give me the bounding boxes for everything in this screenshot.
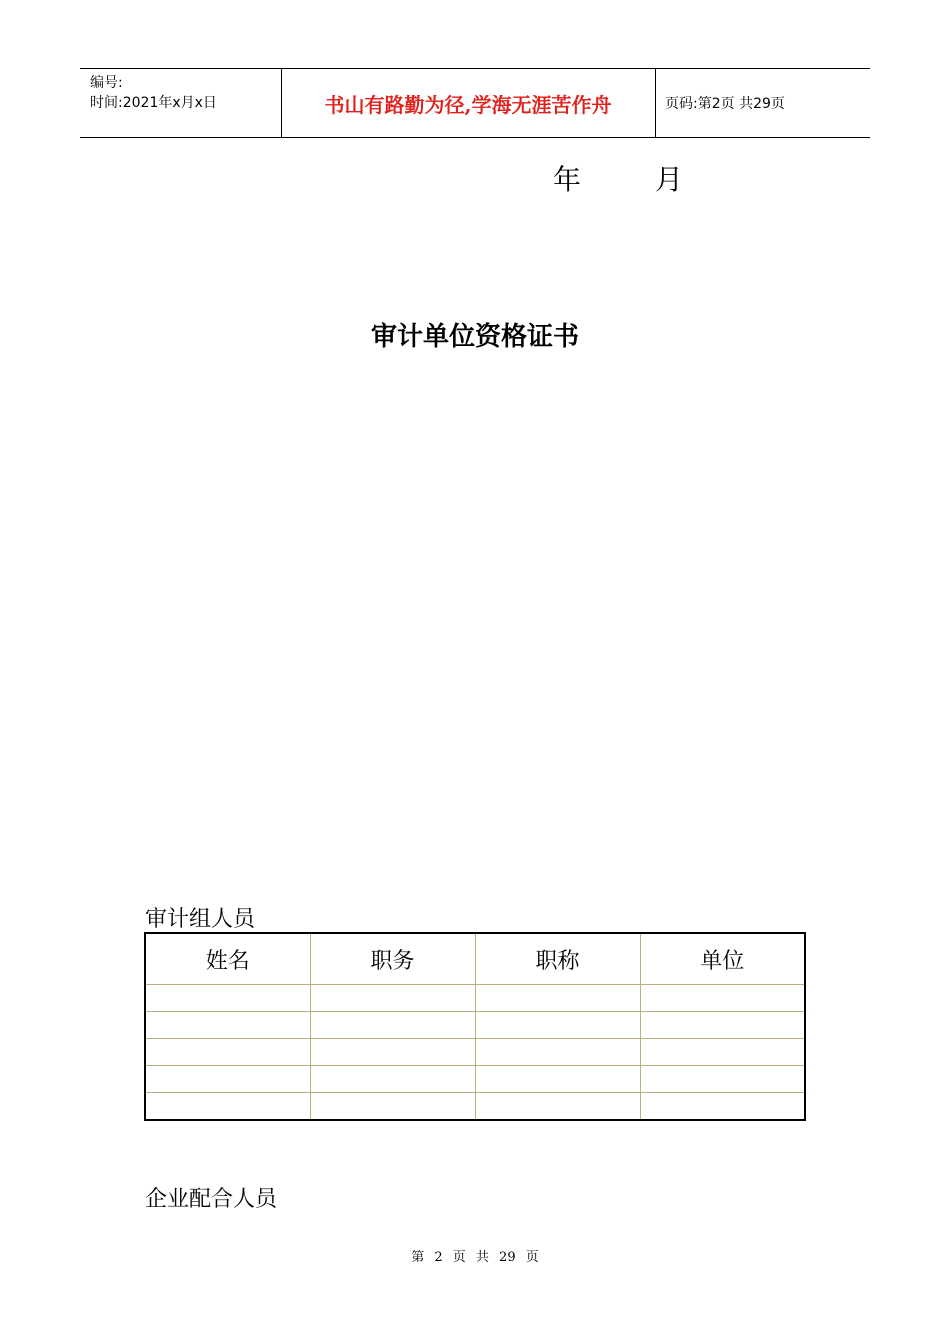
table-cell[interactable]	[310, 1066, 475, 1093]
table-row	[145, 1066, 805, 1093]
date-year-label: 年	[553, 163, 582, 196]
table-cell[interactable]	[475, 1093, 640, 1121]
table-cell[interactable]	[475, 1066, 640, 1093]
header-page-info: 页码:第2页 共29页	[665, 96, 785, 112]
table-cell[interactable]	[310, 1093, 475, 1121]
table-cell[interactable]	[310, 985, 475, 1012]
audit-team-table	[144, 932, 806, 1121]
table-cell[interactable]	[145, 1012, 310, 1039]
table-row	[145, 985, 805, 1012]
table-cell[interactable]	[640, 985, 805, 1012]
column-header-position: 职务	[310, 933, 475, 985]
page-footer: 第 2 页 共 29 页	[411, 1250, 539, 1265]
table-cell[interactable]	[145, 1066, 310, 1093]
table-cell[interactable]	[310, 1012, 475, 1039]
header-meta	[90, 73, 217, 113]
document-number-label: 编号:	[90, 75, 123, 91]
table-cell[interactable]	[640, 1093, 805, 1121]
header-divider-right	[655, 69, 656, 137]
column-header-name: 姓名	[145, 933, 310, 985]
enterprise-staff-title: 企业配合人员	[145, 1187, 278, 1212]
table-row	[145, 1039, 805, 1066]
table-cell[interactable]	[145, 1039, 310, 1066]
page-header	[80, 68, 870, 138]
certificate-title: 审计单位资格证书	[370, 322, 579, 352]
column-header-title: 职称	[475, 933, 640, 985]
table-cell[interactable]	[640, 1066, 805, 1093]
table-row	[145, 1012, 805, 1039]
column-header-unit: 单位	[640, 933, 805, 985]
table-cell[interactable]	[640, 1012, 805, 1039]
table-cell[interactable]	[145, 1093, 310, 1121]
table-header-row	[145, 933, 805, 985]
document-time-label: 时间:2021年x月x日	[90, 95, 217, 111]
audit-team-title: 审计组人员	[145, 907, 256, 932]
date-month-label: 月	[655, 163, 684, 196]
table-cell[interactable]	[640, 1039, 805, 1066]
table-row	[145, 1093, 805, 1121]
table-cell[interactable]	[310, 1039, 475, 1066]
table-cell[interactable]	[475, 985, 640, 1012]
table-cell[interactable]	[475, 1012, 640, 1039]
table-cell[interactable]	[145, 985, 310, 1012]
header-motto: 书山有路勤为径,学海无涯苦作舟	[324, 92, 612, 117]
table-cell[interactable]	[475, 1039, 640, 1066]
